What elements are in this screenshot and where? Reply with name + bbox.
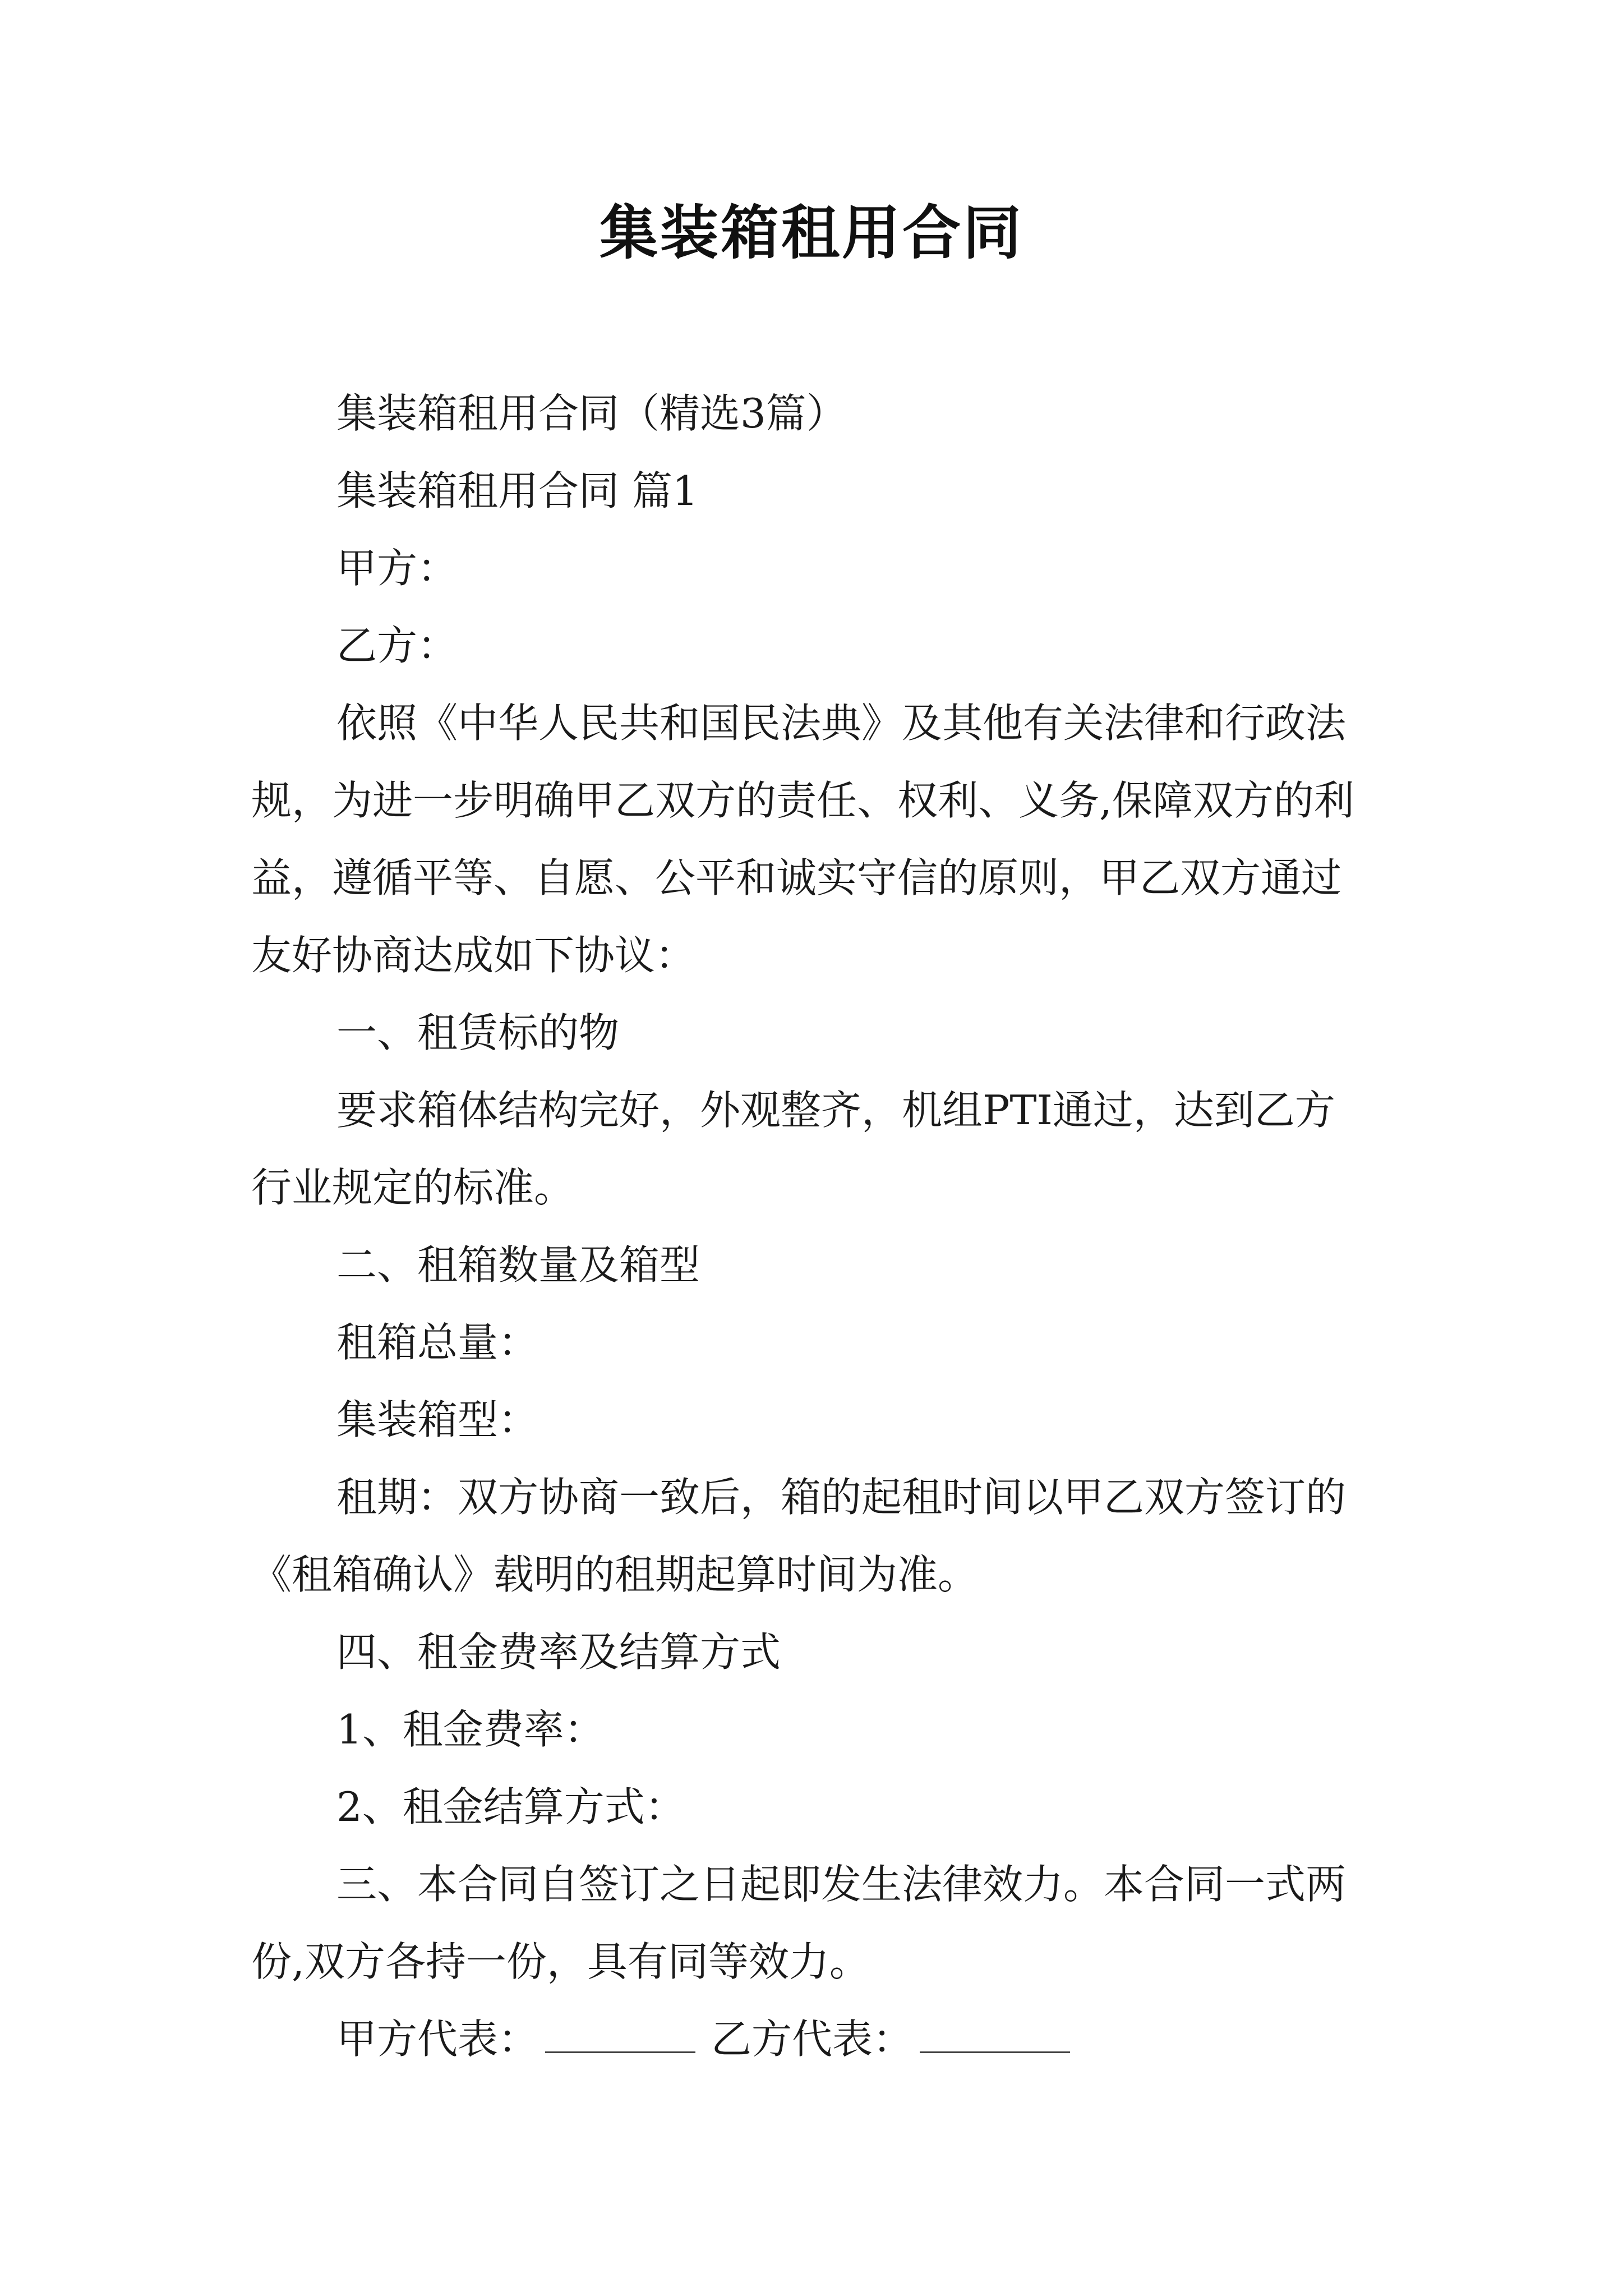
paragraph-section-heading: 集装箱租用合同 篇1	[336, 467, 698, 514]
document-body	[251, 375, 1373, 2078]
party-a-representative-label: 甲方代表：	[336, 2016, 539, 2063]
paragraph-clause-1-body: 要求箱体结构完好，外观整齐，机组PTI通过，达到乙方行业规定的标准。	[251, 1087, 1335, 1211]
paragraph-clause-4-heading: 四、租金费率及结算方式	[336, 1628, 781, 1676]
paragraph-preamble: 依照《中华人民共和国民法典》及其他有关法律和行政法规，为进一步明确甲乙双方的责任、权利、义务,保障双方的利益，遵循平等、自愿、公平和诚实守信的原则，甲乙双方通过友好协商达成如下协议：	[251, 700, 1354, 979]
paragraph-effectiveness: 三、本合同自签订之日起即发生法律效力。本合同一式两份,双方各持一份，具有同等效力。	[251, 1861, 1347, 1985]
paragraph-subtitle: 集装箱租用合同（精选3篇）	[336, 390, 847, 437]
signature-line	[251, 2000, 1373, 2078]
paragraph-party-b: 乙方：	[336, 622, 458, 669]
paragraph-container-type: 集装箱型：	[336, 1396, 539, 1443]
paragraph-rent-settlement: 2、租金结算方式：	[336, 1783, 685, 1830]
paragraph-party-a: 甲方：	[336, 545, 458, 592]
paragraph-lease-term: 租期：双方协商一致后，箱的起租时间以甲乙双方签订的《租箱确认》载明的租期起算时间为准。	[251, 1474, 1347, 1598]
party-a-signature-blank	[545, 2046, 695, 2053]
party-b-representative-label: 乙方代表：	[711, 2016, 914, 2063]
paragraph-rent-rate: 1、租金费率：	[336, 1706, 605, 1753]
paragraph-clause-2-heading: 二、租箱数量及箱型	[336, 1241, 700, 1289]
paragraph-total-quantity: 租箱总量：	[336, 1319, 539, 1366]
paragraph-clause-1-heading: 一、租赁标的物	[336, 1009, 620, 1056]
document-title: 集装箱租用合同	[599, 199, 1023, 267]
party-b-signature-blank	[920, 2046, 1070, 2053]
